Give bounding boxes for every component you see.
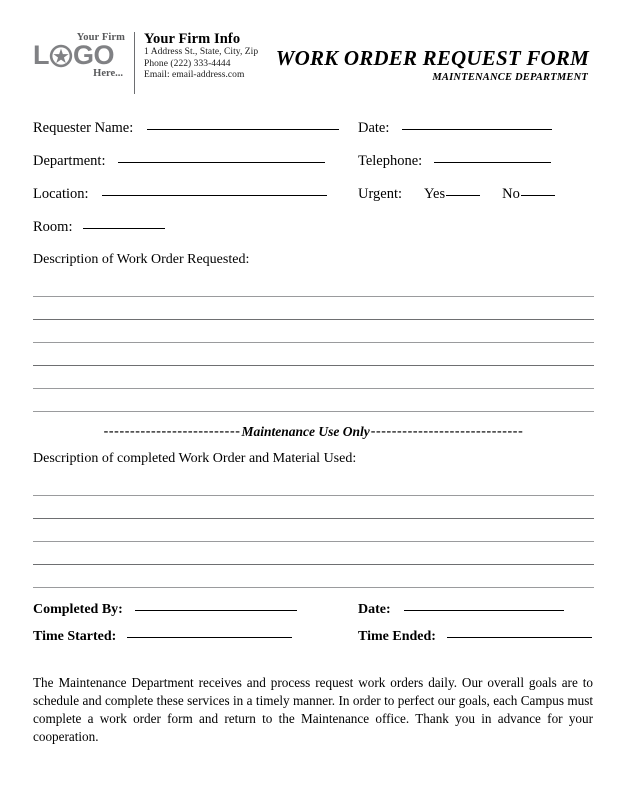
description-request-line[interactable] <box>33 320 594 343</box>
firm-address: 1 Address St., State, City, Zip <box>144 47 259 57</box>
description-completed-line[interactable] <box>33 542 594 565</box>
urgent-no-label: No <box>502 186 520 202</box>
time-ended-label: Time Ended: <box>358 629 436 644</box>
logo-letter-l: L <box>33 40 49 70</box>
field-department <box>33 153 358 169</box>
description-completed-area <box>33 473 594 588</box>
description-request-label: Description of Work Order Requested: <box>33 252 250 267</box>
field-date <box>358 120 594 136</box>
field-completion-date <box>358 602 594 618</box>
completion-date-label: Date: <box>358 602 391 617</box>
urgent-yes-label: Yes <box>424 186 446 202</box>
logo-top-text: Your Firm <box>76 32 125 43</box>
completed-by-label: Completed By: <box>33 602 123 617</box>
field-completed-by <box>33 602 358 618</box>
telephone-input[interactable] <box>434 161 551 163</box>
urgent-label: Urgent: <box>358 186 403 202</box>
divider-dashes-left: -------------------------- <box>103 425 241 439</box>
location-input[interactable] <box>102 194 327 196</box>
field-urgent <box>358 186 594 203</box>
field-row-times <box>33 629 594 656</box>
footer-note: The Maintenance Department receives and process request work orders daily. Our overall goals are to schedule and complete these services in a timely manner. In order to perfect our goals, each Campus must complete a work order form and return to the Maintenance office. Thank you in advance for your cooperation. <box>33 675 593 744</box>
firm-name: Your Firm Info <box>144 31 241 47</box>
department-label: Department: <box>33 153 106 169</box>
completion-date-input[interactable] <box>404 609 564 611</box>
maintenance-use-only-divider <box>33 425 594 439</box>
urgent-yes-input[interactable] <box>446 194 480 196</box>
firm-info-block <box>144 30 258 82</box>
description-request-area <box>33 274 594 412</box>
firm-email: Email: email-address.com <box>144 70 245 80</box>
divider-label: Maintenance Use Only <box>241 425 370 439</box>
room-label: Room: <box>33 219 73 235</box>
firm-phone: Phone (222) 333-4444 <box>144 58 231 69</box>
telephone-label: Telephone: <box>358 153 423 169</box>
logo-wordmark <box>33 42 125 69</box>
page-title: WORK ORDER REQUEST FORM <box>275 46 589 70</box>
field-room <box>33 219 358 235</box>
requester-fields <box>33 120 594 252</box>
description-request-line[interactable] <box>33 389 594 412</box>
firm-logo <box>33 30 125 80</box>
description-completed-label: Description of completed Work Order and Material Used: <box>33 451 357 466</box>
description-completed-line[interactable] <box>33 519 594 542</box>
field-telephone <box>358 153 594 169</box>
star-icon <box>49 44 73 68</box>
logo-bottom-text: Here... <box>93 68 123 79</box>
logo-letters-go: GO <box>73 40 115 70</box>
date-input[interactable] <box>402 128 552 130</box>
completion-fields <box>33 602 594 656</box>
field-location <box>33 186 358 202</box>
location-label: Location: <box>33 186 89 202</box>
divider-dashes-right: ----------------------------- <box>370 425 524 439</box>
title-block <box>258 30 594 84</box>
date-label: Date: <box>358 120 390 136</box>
field-row-name-date <box>33 120 594 153</box>
room-input[interactable] <box>83 227 165 229</box>
field-time-ended <box>358 629 594 645</box>
description-request-line[interactable] <box>33 366 594 389</box>
requester-name-label: Requester Name: <box>33 120 134 136</box>
header-vertical-divider <box>134 32 135 94</box>
page-subtitle: MAINTENANCE DEPARTMENT <box>432 72 588 83</box>
field-row-department-telephone <box>33 153 594 186</box>
form-header <box>33 30 594 98</box>
urgent-no-input[interactable] <box>521 194 555 196</box>
department-input[interactable] <box>118 161 325 163</box>
description-completed-line[interactable] <box>33 496 594 519</box>
field-time-started <box>33 629 358 645</box>
field-row-completedby-date <box>33 602 594 629</box>
description-request-line[interactable] <box>33 274 594 297</box>
requester-name-input[interactable] <box>147 128 339 130</box>
description-completed-line[interactable] <box>33 473 594 496</box>
completed-by-input[interactable] <box>135 609 297 611</box>
description-request-line[interactable] <box>33 297 594 320</box>
time-ended-input[interactable] <box>447 636 592 638</box>
time-started-input[interactable] <box>127 636 292 638</box>
field-row-location-urgent <box>33 186 594 219</box>
field-requester-name <box>33 120 358 136</box>
description-completed-line[interactable] <box>33 565 594 588</box>
time-started-label: Time Started: <box>33 629 117 644</box>
field-row-room <box>33 219 594 252</box>
description-request-line[interactable] <box>33 343 594 366</box>
